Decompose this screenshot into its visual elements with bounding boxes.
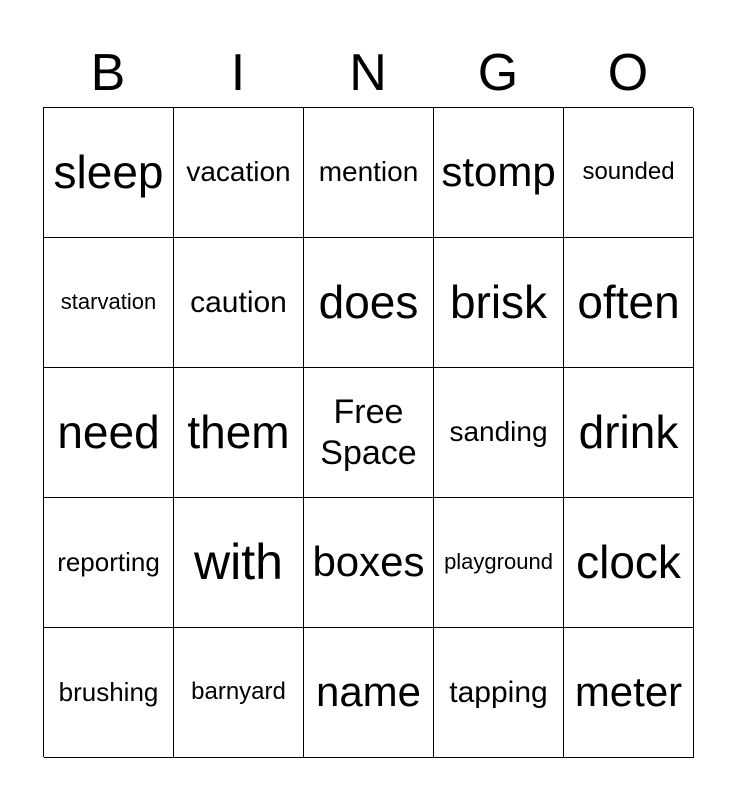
bingo-cell: does [304, 238, 434, 368]
bingo-cell: sounded [564, 108, 694, 238]
header-letter-n: N [349, 44, 387, 102]
bingo-cell: stomp [434, 108, 564, 238]
header-letter-o: O [607, 44, 649, 102]
bingo-header [43, 40, 693, 106]
bingo-cell: them [174, 368, 304, 498]
bingo-cell: need [44, 368, 174, 498]
bingo-cell: brisk [434, 238, 564, 368]
bingo-cell: starvation [44, 238, 174, 368]
header-letter-i: I [230, 44, 246, 102]
bingo-cell: caution [174, 238, 304, 368]
bingo-cell: playground [434, 498, 564, 628]
header-letter-b: B [90, 44, 126, 102]
bingo-cell: sanding [434, 368, 564, 498]
free-space-cell: Free Space [304, 368, 434, 498]
header-letter-g: G [477, 44, 519, 102]
bingo-cell: brushing [44, 628, 174, 758]
bingo-grid [43, 107, 693, 757]
bingo-cell: often [564, 238, 694, 368]
bingo-cell: meter [564, 628, 694, 758]
bingo-cell: sleep [44, 108, 174, 238]
bingo-cell: barnyard [174, 628, 304, 758]
bingo-cell: name [304, 628, 434, 758]
bingo-cell: drink [564, 368, 694, 498]
bingo-cell: reporting [44, 498, 174, 628]
bingo-cell: mention [304, 108, 434, 238]
bingo-cell: vacation [174, 108, 304, 238]
bingo-cell: tapping [434, 628, 564, 758]
bingo-cell: clock [564, 498, 694, 628]
bingo-cell: with [174, 498, 304, 628]
bingo-cell: boxes [304, 498, 434, 628]
